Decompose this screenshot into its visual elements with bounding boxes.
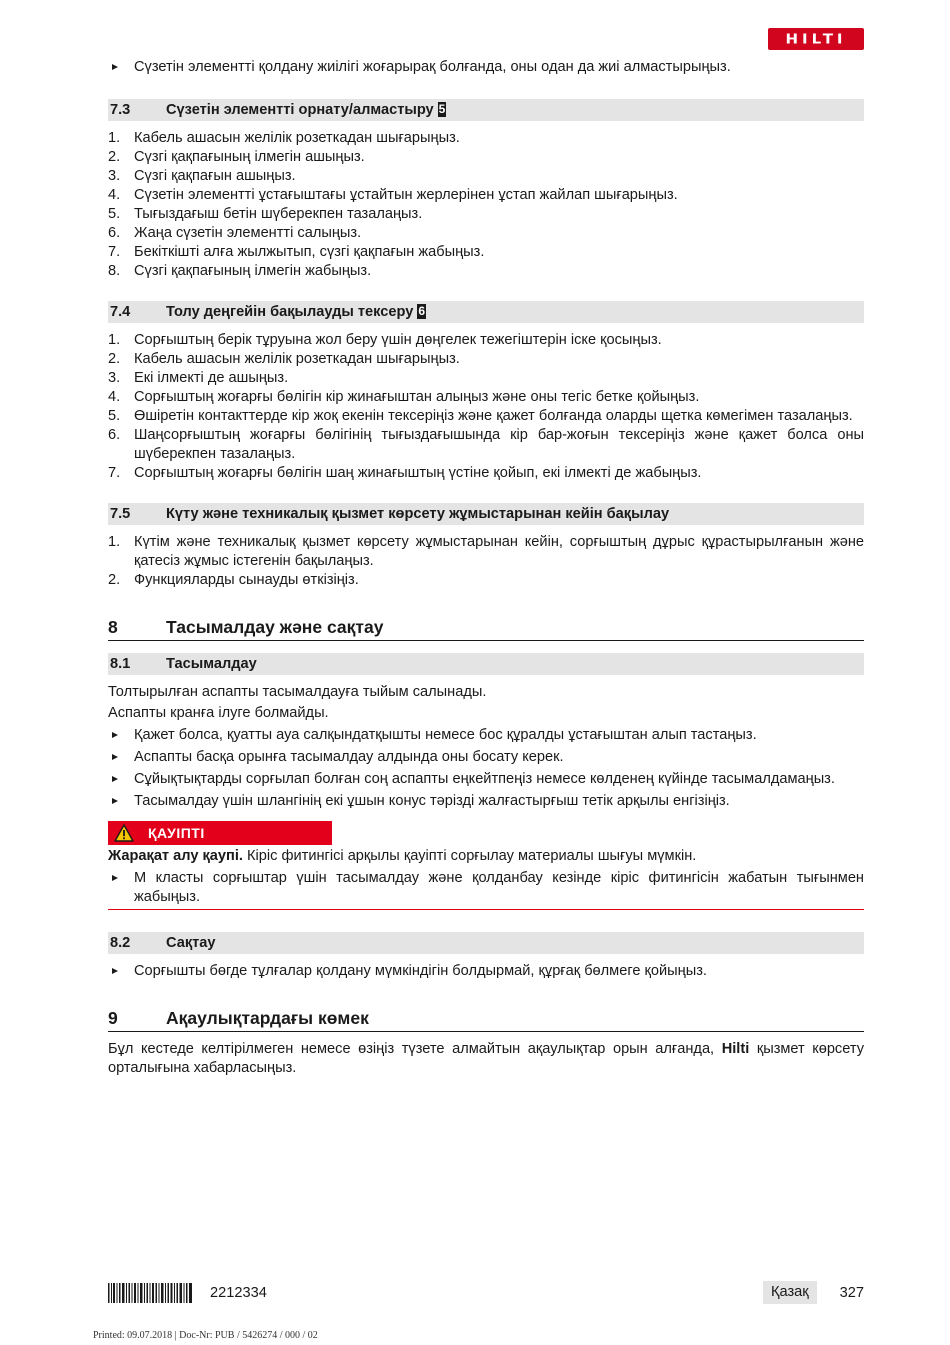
danger-bullet: M класты сорғыштар үшін тасымалдау және қолданбау кезінде кіріс фитингісін жабатын тығынмен жабыңыз. (108, 869, 864, 907)
hilti-logo (768, 28, 864, 50)
list-item: 4. Сорғыштың жоғарғы бөлігін кір жинағыштан алыңыз және оны тегіс бетке қойыңыз. (108, 389, 700, 405)
danger-risk-text: Кіріс фитингісі арқылы қауіпті сорғылау материалы шығуы мүмкін. (242, 848, 697, 864)
list-item: 1. Сорғыштың берік тұруына жол беру үшін дөңгелек тежегіштерін іске қосыңыз. (108, 332, 662, 348)
list-item: 8. Сүзгі қақпағының ілмегін жабыңыз. (108, 263, 372, 279)
section-number: 7.5 (110, 506, 131, 522)
top-bullet: Сүзетін элементті қолдану жиілігі жоғарырақ болғанда, оны одан да жиі алмастырыңыз. (108, 58, 864, 77)
list-item: 1. Кабель ашасын желілік розеткадан шығарыңыз. (108, 130, 460, 146)
list-item: 7. Бекіткішті алға жылжытып, сүзгі қақпағын жабыңыз. (108, 244, 485, 260)
section-7-3-heading (108, 99, 864, 121)
warning-triangle-icon (114, 824, 134, 842)
section-number: 7.4 (110, 304, 131, 320)
section-title: Сақтау (166, 935, 216, 951)
figure-badge: 5 (438, 102, 446, 116)
list-item: 6. Жаңа сүзетін элементті салыңыз. (108, 225, 362, 241)
brand-name: Hilti (721, 1041, 750, 1057)
list-item: Сұйықтықтарды сорғылап болған соң аспапты еңкейтпеңіз немесе көлденең күйінде тасымалдамаңыз. (108, 770, 864, 789)
list-item: 5. Өшіретін контакттерде кір жоқ екенін тексеріңіз және қажет болғанда оларды щетка көмегімен тазалаңыз. (108, 408, 853, 424)
chapter-9-heading (108, 1007, 864, 1032)
list-item: Қажет болса, қуатты ауа салқындатқышты немесе бос құралды ұстағыштан алып тастаңыз. (108, 726, 864, 745)
section-number: 8.1 (110, 656, 131, 672)
list-item: 1. Күтім және техникалық қызмет көрсету жұмыстарынан кейін, сорғыштың дұрыс құрастырылғанын және қатесіз жұмыс істегенін бақылаңыз. (108, 534, 864, 569)
list-item: 6. Шаңсорғыштың жоғарғы бөлігінің тығыздағышында кір бар-жоғын тексеріңіз және қажет болса оны шүберекпен тазалаңыз. (108, 427, 864, 462)
list-item: 5. Тығыздағыш бетін шүберекпен тазалаңыз. (108, 206, 423, 222)
chapter-8-heading (108, 616, 864, 641)
language-tag: Қазақ (763, 1281, 817, 1304)
list-item: 2. Кабель ашасын желілік розеткадан шығарыңыз. (108, 351, 460, 367)
page-number: 327 (839, 1285, 864, 1301)
page-content (108, 58, 864, 1078)
chapter-title: Ақаулықтардағы көмек (166, 1008, 369, 1028)
chapter-number: 9 (108, 1008, 118, 1028)
list-item: 3. Екі ілмекті де ашыңыз. (108, 370, 289, 386)
logo-text: HILTI (785, 30, 847, 47)
page-footer (108, 1283, 864, 1305)
section-title: Толу деңгейін бақылауды тексеру 6 (166, 304, 426, 320)
section-title: Сүзетін элементті орнату/алмастыру 5 (166, 102, 446, 118)
paragraph: Толтырылған аспапты тасымалдауға тыйым салынады. (108, 684, 487, 700)
list-item: 3. Сүзгі қақпағын ашыңыз. (108, 168, 296, 184)
barcode-icon (108, 1283, 192, 1303)
doc-number: 2212334 (210, 1285, 267, 1301)
danger-notice (108, 847, 864, 910)
steps-7-5 (108, 533, 864, 590)
list-item: 2. Сүзгі қақпағының ілмегін ашыңыз. (108, 149, 365, 165)
paragraph: Бұл кестеде келтірілмеген немесе өзіңіз түзете алмайтын ақаулықтар орын алғанда, Hilti қызмет көрсету орталығына хабарласыңыз. (108, 1041, 865, 1076)
figure-badge: 6 (418, 304, 426, 318)
section-7-4-heading (108, 301, 864, 323)
danger-label: ҚАУІПТІ (148, 824, 205, 841)
list-item: 2. Функцияларды сынауды өткізіңіз. (108, 572, 359, 588)
list-item: 7. Сорғыштың жоғарғы бөлігін шаң жинағыштың үстіне қойып, екі ілмекті де жабыңыз. (108, 465, 702, 481)
paragraph: Аспапты кранға ілуге болмайды. (108, 705, 329, 721)
danger-banner (108, 821, 332, 845)
danger-risk-bold: Жарақат алу қаупі. (108, 848, 243, 864)
section-number: 8.2 (110, 935, 131, 951)
section-number: 7.3 (110, 102, 131, 118)
list-item: Тасымалдау үшін шлангінің екі ұшын конус тәрізді жалғастырғыш тетік арқылы енгізіңіз. (108, 792, 864, 811)
steps-7-3 (108, 129, 864, 281)
chapter-number: 8 (108, 617, 118, 637)
chapter-title: Тасымалдау және сақтау (166, 617, 384, 637)
section-title: Күту және техникалық қызмет көрсету жұмыстарынан кейін бақылау (166, 506, 670, 522)
list-item: 4. Сүзетін элементті ұстағыштағы ұстайтын жерлерінен ұстап жайлап шығарыңыз. (108, 187, 678, 203)
danger-risk (108, 847, 864, 866)
section-7-5-heading (108, 503, 864, 525)
steps-7-4 (108, 331, 864, 483)
print-info: Printed: 09.07.2018 | Doc-Nr: PUB / 5426274 / 000 / 02 (93, 1330, 318, 1341)
section-8-2-heading (108, 932, 864, 954)
list-item: Сорғышты бөгде тұлғалар қолдану мүмкіндігін болдырмай, құрғақ бөлмеге қойыңыз. (108, 962, 864, 981)
section-8-1-heading (108, 653, 864, 675)
list-item: Аспапты басқа орынға тасымалдау алдында оны босату керек. (108, 748, 864, 767)
section-title: Тасымалдау (166, 656, 257, 672)
